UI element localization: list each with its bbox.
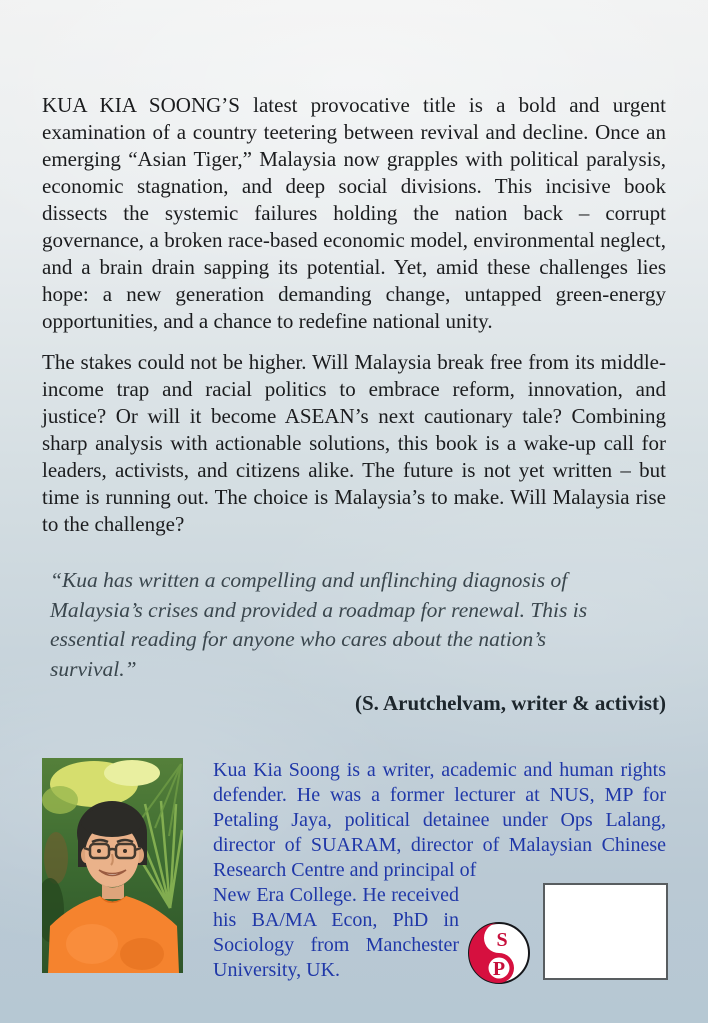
author-bio-text-end: New Era College. He received his BA/MA Econ, PhD in Sociology from Manchester University, UK. <box>213 884 459 981</box>
publisher-logo-letter-s: S <box>496 929 508 951</box>
synopsis-paragraph-1: KUA KIA SOONG’S latest provocative title is a bold and urgent examination of a country teetering between revival and decline. Once an emerging “Asian Tiger,” Malaysia now grapples with political paralysis, economic stagnation, and deep social divisions. This incisive book dissects the systemic failures holding the nation back – corrupt governance, a broken race-based economic model, environmental neglect, and a brain drain sapping its potential. Yet, amid these challenges lies hope: a new generation demanding change, untapped green-energy opportunities, and a chance to redefine national unity. <box>42 93 666 333</box>
publisher-logo-letter-p: P <box>492 958 506 980</box>
endorsement-attribution: (S. Arutchelvam, writer & activist) <box>354 691 666 715</box>
barcode-placeholder-box <box>543 883 668 980</box>
author-section <box>42 758 666 985</box>
author-bio-bottom-row <box>213 883 666 985</box>
synopsis-paragraph-2: The stakes could not be higher. Will Malaysia break free from its middle-income trap and racial politics to embrace reform, innovation, and justice? Or will it become ASEAN’s next cautionary tale? Combining sharp analysis with actionable solutions, this book is a wake-up call for leaders, activists, and citizens alike. The future is not yet written – but time is running out. The choice is Malaysia’s to make. Will Malaysia rise to the challenge? <box>42 350 666 536</box>
endorsement-quote: “Kua has written a compelling and unflinching diagnosis of Malaysia’s crises and provided a roadmap for renewal. This is essential reading for anyone who cares about the nation’s survival.” <box>50 568 588 681</box>
author-bio-text-start: Kua Kia Soong is a writer, academic and human rights defender. He was a former lecturer at NUS, MP for Petaling Jaya, political detainee under Ops Lalang, director of SUARAM, director of Malaysian Chinese Research Centre and principal of <box>213 759 666 881</box>
author-photo <box>42 758 183 973</box>
author-bio <box>213 758 666 985</box>
publisher-logo <box>467 921 531 985</box>
endorsement-section <box>50 566 666 716</box>
